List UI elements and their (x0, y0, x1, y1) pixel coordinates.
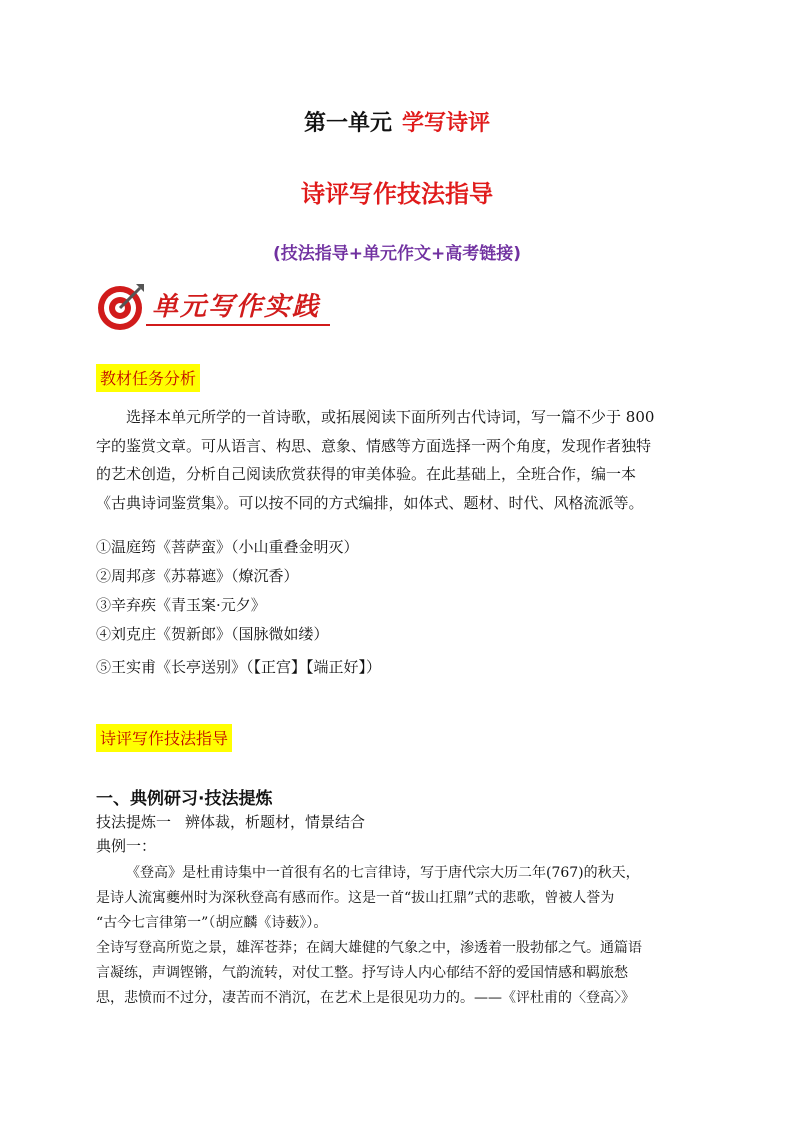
task-line: 的艺术创造，分析自己阅读欣赏获得的审美体验。在此基础上，全班合作，编一本 (96, 465, 637, 483)
banner-text: 单元写作实践 (152, 292, 321, 322)
main-title: 诗评写作技法指导 (301, 180, 493, 208)
example-line: 《登高》是杜甫诗集中一首很有名的七言律诗，写于唐代宗大历二年(767)的秋天， (126, 865, 640, 881)
section-banner (96, 280, 336, 332)
example-line: “古今七言律第一”（胡应麟《诗薮》）。 (96, 915, 328, 931)
section-heading: 一、典例研习·技法提炼 (96, 789, 273, 809)
technique-subheading (96, 811, 365, 832)
banner-underline (146, 324, 330, 326)
section-label-task-analysis: 教材任务分析 (96, 366, 200, 389)
task-line: 选择本单元所学的一首诗歌，或拓展阅读下面所列古代诗词，写一篇不少于 800 (126, 408, 655, 426)
example-line: 言凝练，声调铿锵，气韵流转，对仗工整。抒写诗人内心郁结不舒的爱国情感和羁旅愁 (96, 965, 628, 981)
section-label-technique-guide: 诗评写作技法指导 (96, 726, 232, 749)
subtitle: (技法指导+单元作文+高考链接) (272, 244, 522, 264)
page-title (0, 106, 794, 137)
task-description (96, 403, 706, 517)
example-label: 典例一： (96, 837, 157, 855)
example-line: 是诗人流寓夔州时为深秋登高有感而作。这是一首“拔山扛鼎”式的悲歌，曾被人誉为 (96, 890, 615, 906)
technique-text: 辨体裁，析题材，情景结合 (185, 813, 366, 831)
task-line: 字的鉴赏文章。可从语言、构思、意象、情感等方面选择一两个角度，发现作者独特 (96, 436, 652, 455)
list-item: ①温庭筠《菩萨蛮》（小山重叠金明灭） (96, 538, 359, 556)
task-line: 《古典诗词鉴赏集》。可以按不同的方式编排，如体式、题材、时代、风格流派等。 (96, 493, 644, 512)
target-icon (96, 280, 148, 332)
list-item: ④刘克庄《贺新郎》（国脉微如缕） (96, 625, 329, 643)
technique-label: 技法提炼一 (96, 813, 172, 831)
example-line: 思，悲愤而不过分，凄苦而不消沉，在艺术上是很见功力的。——《评杜甫的〈登高〉》 (96, 990, 635, 1006)
example-line: 全诗写登高所览之景，雄浑苍莽；在阔大雄健的气象之中，渗透着一股勃郁之气。通篇语 (96, 940, 642, 956)
list-item: ③辛弃疾《青玉案·元夕》 (96, 596, 266, 614)
example-text (96, 861, 700, 1011)
list-item: ②周邦彦《苏幕遮》（燎沉香） (96, 567, 299, 585)
unit-title: 学写诗评 (402, 111, 491, 136)
list-item: ⑤王实甫《长亭送别》（【正宫】【端正好】） (96, 658, 382, 676)
unit-label: 第一单元 (303, 111, 392, 136)
